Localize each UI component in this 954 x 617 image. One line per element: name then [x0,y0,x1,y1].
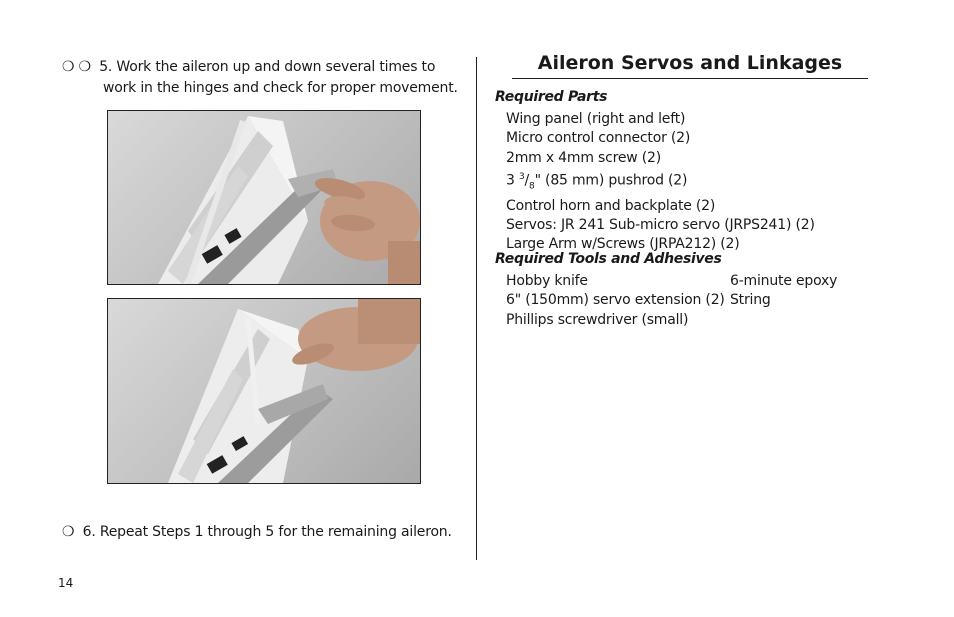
tool-item: String [730,292,771,309]
tool-item: 6-minute epoxy [730,273,838,289]
tool-item: 6" (150mm) servo extension (2) [506,292,725,309]
step-6-checkbox[interactable]: ❍ [62,524,75,540]
step-5-text-line2: work in the hinges and check for proper movement. [103,80,458,96]
step-6-text: 6. Repeat Steps 1 through 5 for the remaining aileron. [82,524,452,540]
pushrod-denominator: 8 [529,181,535,192]
pushrod-rest: " (85 mm) pushrod (2) [534,172,688,189]
tools-row [506,291,837,310]
list-item: Wing panel (right and left) [506,111,686,127]
tool-item: Hobby knife [506,273,588,289]
list-item: 2mm x 4mm screw (2) [506,149,661,166]
pushrod-whole: 3 [506,172,519,189]
photo-aileron-up [107,298,421,484]
tool-item: Phillips screwdriver (small) [506,311,689,328]
list-item: Servos: JR 241 Sub-micro servo (JRPS241) (2) [506,216,815,233]
step-5 [62,57,462,99]
page-number: 14 [58,576,74,590]
list-item: Micro control connector (2) [506,130,691,147]
tools-row [506,272,837,291]
tools-row [506,311,837,330]
required-tools-heading: Required Tools and Adhesives [495,251,722,267]
step-5-text-line1: 5. Work the aileron up and down several times to [99,59,436,75]
column-divider [476,57,477,560]
pushrod-numerator: 3 [518,171,525,182]
step-5-checkboxes[interactable]: ❍ ❍ [62,59,91,75]
photo-aileron-down [107,110,421,285]
wing-photo-illustration-1 [108,111,420,284]
required-parts-heading: Required Parts [495,89,608,105]
required-parts-list [506,110,815,255]
list-item: Large Arm w/Screws (JRPA212) (2) [506,236,740,253]
required-tools-list [506,272,837,330]
wing-photo-illustration-2 [108,299,420,483]
list-item: Control horn and backplate (2) [506,197,716,214]
list-item-pushrod [506,168,815,197]
pushrod-slash: / [524,172,530,189]
section-title: Aileron Servos and Linkages [512,50,868,79]
step-6 [62,522,462,543]
